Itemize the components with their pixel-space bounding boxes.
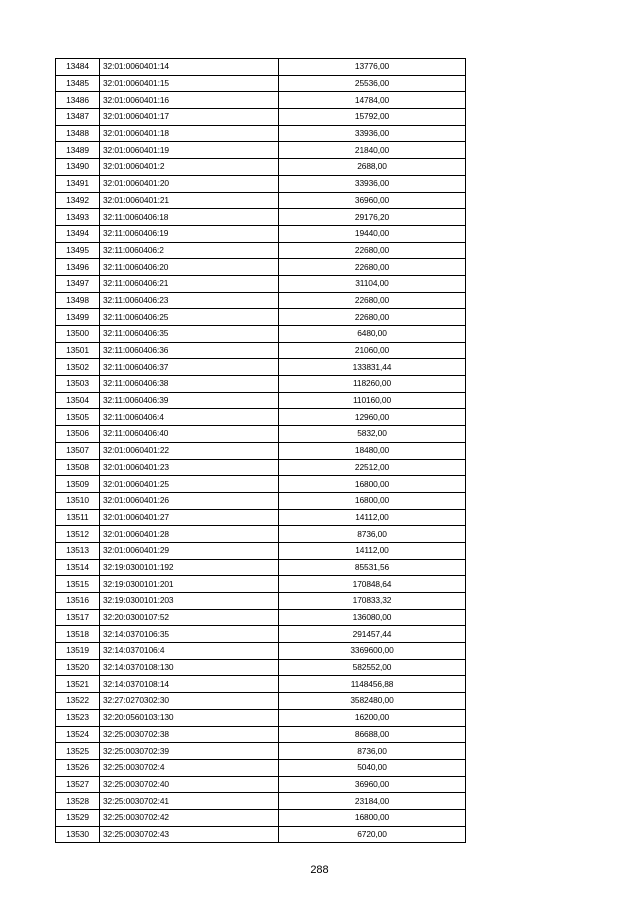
table-row	[56, 259, 466, 276]
cadastral-value-cell: 14784,00	[279, 92, 466, 109]
table-row	[56, 709, 466, 726]
cadastral-number-cell: 32:11:0060406:2	[100, 242, 279, 259]
row-number-cell: 13516	[56, 593, 100, 610]
row-number-cell: 13529	[56, 809, 100, 826]
table-row	[56, 693, 466, 710]
cadastral-number-cell: 32:19:0300101:192	[100, 559, 279, 576]
cadastral-number-cell: 32:01:0060401:21	[100, 192, 279, 209]
table-row	[56, 125, 466, 142]
table-row	[56, 75, 466, 92]
row-number-cell: 13519	[56, 643, 100, 660]
table-row	[56, 459, 466, 476]
cadastral-number-cell: 32:14:0370108:14	[100, 676, 279, 693]
cadastral-value-cell: 22680,00	[279, 242, 466, 259]
cadastral-number-cell: 32:01:0060401:16	[100, 92, 279, 109]
cadastral-value-cell: 5832,00	[279, 426, 466, 443]
cadastral-number-cell: 32:25:0030702:39	[100, 743, 279, 760]
cadastral-number-cell: 32:01:0060401:15	[100, 75, 279, 92]
table-row	[56, 476, 466, 493]
cadastral-value-table	[55, 58, 466, 843]
table-row	[56, 109, 466, 126]
cadastral-value-cell: 22680,00	[279, 292, 466, 309]
page-number: 288	[310, 864, 329, 876]
cadastral-number-cell: 32:11:0060406:21	[100, 275, 279, 292]
cadastral-number-cell: 32:01:0060401:17	[100, 109, 279, 126]
table-row	[56, 359, 466, 376]
table-row	[56, 593, 466, 610]
cadastral-number-cell: 32:25:0030702:40	[100, 776, 279, 793]
cadastral-value-cell: 22680,00	[279, 309, 466, 326]
table-row	[56, 142, 466, 159]
cadastral-number-cell: 32:01:0060401:2	[100, 159, 279, 176]
row-number-cell: 13497	[56, 275, 100, 292]
cadastral-number-cell: 32:11:0060406:18	[100, 209, 279, 226]
cadastral-number-cell: 32:25:0030702:38	[100, 726, 279, 743]
row-number-cell: 13486	[56, 92, 100, 109]
row-number-cell: 13518	[56, 626, 100, 643]
cadastral-value-cell: 16800,00	[279, 492, 466, 509]
table-row	[56, 809, 466, 826]
table-row	[56, 743, 466, 760]
row-number-cell: 13487	[56, 109, 100, 126]
table-row	[56, 559, 466, 576]
row-number-cell: 13484	[56, 59, 100, 76]
table-row	[56, 509, 466, 526]
cadastral-number-cell: 32:11:0060406:23	[100, 292, 279, 309]
table-row	[56, 275, 466, 292]
cadastral-value-cell: 8736,00	[279, 526, 466, 543]
cadastral-number-cell: 32:01:0060401:20	[100, 175, 279, 192]
cadastral-value-cell: 16200,00	[279, 709, 466, 726]
table-row	[56, 192, 466, 209]
cadastral-number-cell: 32:25:0030702:41	[100, 793, 279, 810]
table-row	[56, 576, 466, 593]
cadastral-value-cell: 36960,00	[279, 776, 466, 793]
cadastral-number-cell: 32:11:0060406:36	[100, 342, 279, 359]
table-row	[56, 676, 466, 693]
cadastral-number-cell: 32:01:0060401:28	[100, 526, 279, 543]
cadastral-value-cell: 25536,00	[279, 75, 466, 92]
row-number-cell: 13500	[56, 326, 100, 343]
row-number-cell: 13495	[56, 242, 100, 259]
row-number-cell: 13501	[56, 342, 100, 359]
cadastral-value-cell: 36960,00	[279, 192, 466, 209]
cadastral-number-cell: 32:20:0300107:52	[100, 609, 279, 626]
cadastral-number-cell: 32:01:0060401:19	[100, 142, 279, 159]
cadastral-value-cell: 14112,00	[279, 509, 466, 526]
table-row	[56, 159, 466, 176]
table-row	[56, 442, 466, 459]
row-number-cell: 13522	[56, 693, 100, 710]
row-number-cell: 13496	[56, 259, 100, 276]
row-number-cell: 13525	[56, 743, 100, 760]
cadastral-number-cell: 32:25:0030702:43	[100, 826, 279, 843]
row-number-cell: 13488	[56, 125, 100, 142]
table-row	[56, 409, 466, 426]
table-row	[56, 643, 466, 660]
cadastral-value-cell: 110160,00	[279, 392, 466, 409]
cadastral-value-cell: 5040,00	[279, 759, 466, 776]
cadastral-number-cell: 32:19:0300101:203	[100, 593, 279, 610]
cadastral-value-cell: 21840,00	[279, 142, 466, 159]
table-row	[56, 793, 466, 810]
cadastral-number-cell: 32:01:0060401:22	[100, 442, 279, 459]
table-row	[56, 626, 466, 643]
row-number-cell: 13511	[56, 509, 100, 526]
table-row	[56, 726, 466, 743]
cadastral-value-cell: 170848,64	[279, 576, 466, 593]
cadastral-number-cell: 32:11:0060406:37	[100, 359, 279, 376]
row-number-cell: 13514	[56, 559, 100, 576]
cadastral-number-cell: 32:11:0060406:39	[100, 392, 279, 409]
row-number-cell: 13504	[56, 392, 100, 409]
cadastral-value-cell: 33936,00	[279, 175, 466, 192]
cadastral-value-cell: 86688,00	[279, 726, 466, 743]
cadastral-value-cell: 2688,00	[279, 159, 466, 176]
row-number-cell: 13490	[56, 159, 100, 176]
table-row	[56, 326, 466, 343]
cadastral-number-cell: 32:01:0060401:23	[100, 459, 279, 476]
cadastral-value-cell: 85531,56	[279, 559, 466, 576]
cadastral-number-cell: 32:01:0060401:25	[100, 476, 279, 493]
cadastral-number-cell: 32:19:0300101:201	[100, 576, 279, 593]
table-row	[56, 426, 466, 443]
table-row	[56, 342, 466, 359]
cadastral-number-cell: 32:27:0270302:30	[100, 693, 279, 710]
table-row	[56, 59, 466, 76]
cadastral-value-cell: 3369600,00	[279, 643, 466, 660]
cadastral-value-cell: 22512,00	[279, 459, 466, 476]
row-number-cell: 13498	[56, 292, 100, 309]
cadastral-value-cell: 29176,20	[279, 209, 466, 226]
row-number-cell: 13524	[56, 726, 100, 743]
table-row	[56, 526, 466, 543]
table-row	[56, 209, 466, 226]
cadastral-number-cell: 32:14:0370108:130	[100, 659, 279, 676]
cadastral-number-cell: 32:11:0060406:19	[100, 225, 279, 242]
row-number-cell: 13509	[56, 476, 100, 493]
cadastral-number-cell: 32:25:0030702:42	[100, 809, 279, 826]
row-number-cell: 13508	[56, 459, 100, 476]
row-number-cell: 13521	[56, 676, 100, 693]
cadastral-value-cell: 136080,00	[279, 609, 466, 626]
cadastral-value-cell: 170833,32	[279, 593, 466, 610]
table-row	[56, 759, 466, 776]
cadastral-value-cell: 18480,00	[279, 442, 466, 459]
cadastral-value-cell: 16800,00	[279, 476, 466, 493]
cadastral-number-cell: 32:14:0370106:35	[100, 626, 279, 643]
table-row	[56, 292, 466, 309]
cadastral-number-cell: 32:01:0060401:18	[100, 125, 279, 142]
row-number-cell: 13530	[56, 826, 100, 843]
cadastral-value-cell: 14112,00	[279, 542, 466, 559]
cadastral-value-cell: 22680,00	[279, 259, 466, 276]
table-body	[56, 59, 466, 843]
row-number-cell: 13513	[56, 542, 100, 559]
row-number-cell: 13493	[56, 209, 100, 226]
cadastral-number-cell: 32:01:0060401:26	[100, 492, 279, 509]
row-number-cell: 13506	[56, 426, 100, 443]
row-number-cell: 13510	[56, 492, 100, 509]
row-number-cell: 13520	[56, 659, 100, 676]
cadastral-value-cell: 19440,00	[279, 225, 466, 242]
cadastral-number-cell: 32:11:0060406:40	[100, 426, 279, 443]
row-number-cell: 13492	[56, 192, 100, 209]
row-number-cell: 13528	[56, 793, 100, 810]
row-number-cell: 13507	[56, 442, 100, 459]
cadastral-number-cell: 32:01:0060401:14	[100, 59, 279, 76]
table-row	[56, 826, 466, 843]
row-number-cell: 13485	[56, 75, 100, 92]
cadastral-value-cell: 1148456,88	[279, 676, 466, 693]
row-number-cell: 13494	[56, 225, 100, 242]
row-number-cell: 13527	[56, 776, 100, 793]
row-number-cell: 13499	[56, 309, 100, 326]
cadastral-number-cell: 32:01:0060401:29	[100, 542, 279, 559]
table-row	[56, 242, 466, 259]
table-row	[56, 309, 466, 326]
row-number-cell: 13502	[56, 359, 100, 376]
table-row	[56, 492, 466, 509]
row-number-cell: 13517	[56, 609, 100, 626]
cadastral-number-cell: 32:11:0060406:4	[100, 409, 279, 426]
cadastral-value-cell: 8736,00	[279, 743, 466, 760]
table-row	[56, 225, 466, 242]
cadastral-number-cell: 32:01:0060401:27	[100, 509, 279, 526]
cadastral-value-cell: 16800,00	[279, 809, 466, 826]
cadastral-number-cell: 32:11:0060406:38	[100, 376, 279, 393]
cadastral-value-cell: 6720,00	[279, 826, 466, 843]
cadastral-value-cell: 6480,00	[279, 326, 466, 343]
row-number-cell: 13505	[56, 409, 100, 426]
cadastral-value-cell: 13776,00	[279, 59, 466, 76]
cadastral-value-cell: 23184,00	[279, 793, 466, 810]
table-row	[56, 609, 466, 626]
table-row	[56, 175, 466, 192]
table-row	[56, 659, 466, 676]
table-row	[56, 776, 466, 793]
cadastral-value-cell: 15792,00	[279, 109, 466, 126]
table-row	[56, 392, 466, 409]
row-number-cell: 13515	[56, 576, 100, 593]
row-number-cell: 13512	[56, 526, 100, 543]
cadastral-number-cell: 32:11:0060406:25	[100, 309, 279, 326]
cadastral-value-cell: 31104,00	[279, 275, 466, 292]
row-number-cell: 13523	[56, 709, 100, 726]
cadastral-value-cell: 582552,00	[279, 659, 466, 676]
cadastral-number-cell: 32:20:0560103:130	[100, 709, 279, 726]
cadastral-value-cell: 21060,00	[279, 342, 466, 359]
cadastral-value-cell: 133831,44	[279, 359, 466, 376]
cadastral-number-cell: 32:25:0030702:4	[100, 759, 279, 776]
table-row	[56, 92, 466, 109]
row-number-cell: 13491	[56, 175, 100, 192]
cadastral-number-cell: 32:14:0370106:4	[100, 643, 279, 660]
cadastral-number-cell: 32:11:0060406:35	[100, 326, 279, 343]
row-number-cell: 13526	[56, 759, 100, 776]
table-row	[56, 376, 466, 393]
cadastral-value-cell: 118260,00	[279, 376, 466, 393]
table-row	[56, 542, 466, 559]
row-number-cell: 13503	[56, 376, 100, 393]
cadastral-value-cell: 33936,00	[279, 125, 466, 142]
row-number-cell: 13489	[56, 142, 100, 159]
cadastral-value-cell: 3582480,00	[279, 693, 466, 710]
cadastral-value-cell: 12960,00	[279, 409, 466, 426]
cadastral-number-cell: 32:11:0060406:20	[100, 259, 279, 276]
cadastral-value-cell: 291457,44	[279, 626, 466, 643]
